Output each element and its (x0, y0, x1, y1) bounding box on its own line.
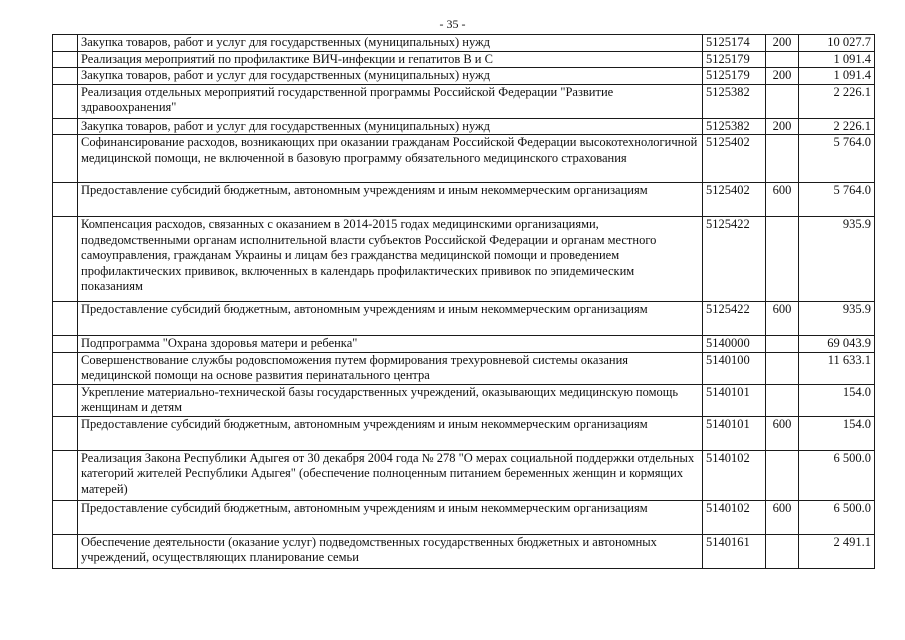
row-name-cell: Предоставление субсидий бюджетным, автономным учреждениям и иным некоммерческим организациям (78, 416, 703, 450)
row-name-cell: Совершенствование службы родовспоможения путем формирования трехуровневой системы оказания медицинской помощи на основе развития перинатального центра (78, 352, 703, 384)
row-amount-cell: 2 226.1 (799, 118, 875, 135)
row-code-cell: 5140102 (703, 450, 766, 500)
row-vr-cell (766, 84, 799, 118)
table-row (53, 84, 875, 118)
page-number: - 35 - (439, 17, 466, 31)
table-row (53, 384, 875, 416)
row-amount-cell: 154.0 (799, 416, 875, 450)
table-row (53, 135, 875, 183)
row-blank-cell (53, 183, 78, 217)
row-amount-cell: 10 027.7 (799, 35, 875, 52)
row-vr-cell (766, 51, 799, 68)
row-name-cell: Укрепление материально-технической базы государственных учреждений, оказывающих медицинскую помощь женщинам и детям (78, 384, 703, 416)
table-row (53, 118, 875, 135)
row-vr-cell (766, 450, 799, 500)
row-blank-cell (53, 534, 78, 568)
row-code-cell: 5125382 (703, 84, 766, 118)
table-row (53, 302, 875, 336)
row-vr-cell: 200 (766, 35, 799, 52)
row-blank-cell (53, 35, 78, 52)
row-name-cell: Подпрограмма "Охрана здоровья матери и ребенка" (78, 336, 703, 353)
row-blank-cell (53, 217, 78, 302)
row-blank-cell (53, 68, 78, 85)
row-blank-cell (53, 500, 78, 534)
row-amount-cell: 1 091.4 (799, 68, 875, 85)
row-code-cell: 5125402 (703, 183, 766, 217)
table-row (53, 35, 875, 52)
row-vr-cell (766, 534, 799, 568)
row-name-cell: Реализация мероприятий по профилактике ВИЧ-инфекции и гепатитов В и С (78, 51, 703, 68)
row-code-cell: 5125402 (703, 135, 766, 183)
row-code-cell: 5140102 (703, 500, 766, 534)
table-row (53, 500, 875, 534)
row-code-cell: 5125179 (703, 51, 766, 68)
row-vr-cell (766, 384, 799, 416)
row-name-cell: Реализация Закона Республики Адыгея от 30 декабря 2004 года № 278 "О мерах социальной поддержки отдельных категорий жителей Республики Адыгея" (обеспечение полноценным питанием беременных женщин и кормящих матерей) (78, 450, 703, 500)
row-code-cell: 5140101 (703, 384, 766, 416)
row-vr-cell: 200 (766, 68, 799, 85)
row-blank-cell (53, 336, 78, 353)
row-vr-cell: 200 (766, 118, 799, 135)
row-name-cell: Обеспечение деятельности (оказание услуг) подведомственных государственных бюджетных и автономных учреждений, осуществляющих планирование семьи (78, 534, 703, 568)
table-row (53, 450, 875, 500)
row-amount-cell: 935.9 (799, 217, 875, 302)
row-code-cell: 5125422 (703, 217, 766, 302)
row-name-cell: Закупка товаров, работ и услуг для государственных (муниципальных) нужд (78, 35, 703, 52)
row-blank-cell (53, 84, 78, 118)
row-code-cell: 5140000 (703, 336, 766, 353)
row-code-cell: 5125174 (703, 35, 766, 52)
row-blank-cell (53, 51, 78, 68)
row-name-cell: Софинансирование расходов, возникающих при оказании гражданам Российской Федерации высокотехнологичной медицинской помощи, не включенной в базовую программу обязательного медицинского страхования (78, 135, 703, 183)
row-vr-cell (766, 135, 799, 183)
row-code-cell: 5140100 (703, 352, 766, 384)
table-row (53, 183, 875, 217)
row-name-cell: Закупка товаров, работ и услуг для государственных (муниципальных) нужд (78, 118, 703, 135)
row-vr-cell (766, 336, 799, 353)
row-amount-cell: 6 500.0 (799, 500, 875, 534)
row-name-cell: Предоставление субсидий бюджетным, автономным учреждениям и иным некоммерческим организациям (78, 302, 703, 336)
row-amount-cell: 69 043.9 (799, 336, 875, 353)
table-row (53, 336, 875, 353)
row-name-cell: Закупка товаров, работ и услуг для государственных (муниципальных) нужд (78, 68, 703, 85)
row-vr-cell: 600 (766, 302, 799, 336)
table-row (53, 416, 875, 450)
row-name-cell: Предоставление субсидий бюджетным, автономным учреждениям и иным некоммерческим организациям (78, 183, 703, 217)
table-row (53, 352, 875, 384)
row-amount-cell: 5 764.0 (799, 135, 875, 183)
table-row (53, 68, 875, 85)
row-code-cell: 5125179 (703, 68, 766, 85)
budget-table-body (53, 35, 875, 569)
row-amount-cell: 2 226.1 (799, 84, 875, 118)
row-vr-cell: 600 (766, 416, 799, 450)
table-row (53, 534, 875, 568)
row-amount-cell: 2 491.1 (799, 534, 875, 568)
table-row (53, 51, 875, 68)
row-blank-cell (53, 302, 78, 336)
row-blank-cell (53, 416, 78, 450)
row-name-cell: Предоставление субсидий бюджетным, автономным учреждениям и иным некоммерческим организациям (78, 500, 703, 534)
row-code-cell: 5125382 (703, 118, 766, 135)
row-blank-cell (53, 135, 78, 183)
row-amount-cell: 11 633.1 (799, 352, 875, 384)
row-name-cell: Реализация отдельных мероприятий государственной программы Российской Федерации "Развитие здравоохранения" (78, 84, 703, 118)
row-amount-cell: 154.0 (799, 384, 875, 416)
row-code-cell: 5125422 (703, 302, 766, 336)
table-row (53, 217, 875, 302)
row-vr-cell (766, 352, 799, 384)
row-amount-cell: 5 764.0 (799, 183, 875, 217)
row-blank-cell (53, 352, 78, 384)
row-blank-cell (53, 450, 78, 500)
budget-table (52, 34, 875, 569)
row-blank-cell (53, 384, 78, 416)
row-amount-cell: 6 500.0 (799, 450, 875, 500)
row-amount-cell: 1 091.4 (799, 51, 875, 68)
row-vr-cell (766, 217, 799, 302)
row-code-cell: 5140161 (703, 534, 766, 568)
row-blank-cell (53, 118, 78, 135)
row-amount-cell: 935.9 (799, 302, 875, 336)
row-vr-cell: 600 (766, 183, 799, 217)
row-code-cell: 5140101 (703, 416, 766, 450)
row-name-cell: Компенсация расходов, связанных с оказанием в 2014-2015 годах медицинскими организациями, подведомственными органам исполнительной власти субъектов Российской Федерации и органам местного самоуправления, гражданам Украины и лицам без гражданства медицинской помощи и проведением профилактических прививок, включенных в календарь профилактических прививок по эпидемическим показаниям (78, 217, 703, 302)
row-vr-cell: 600 (766, 500, 799, 534)
